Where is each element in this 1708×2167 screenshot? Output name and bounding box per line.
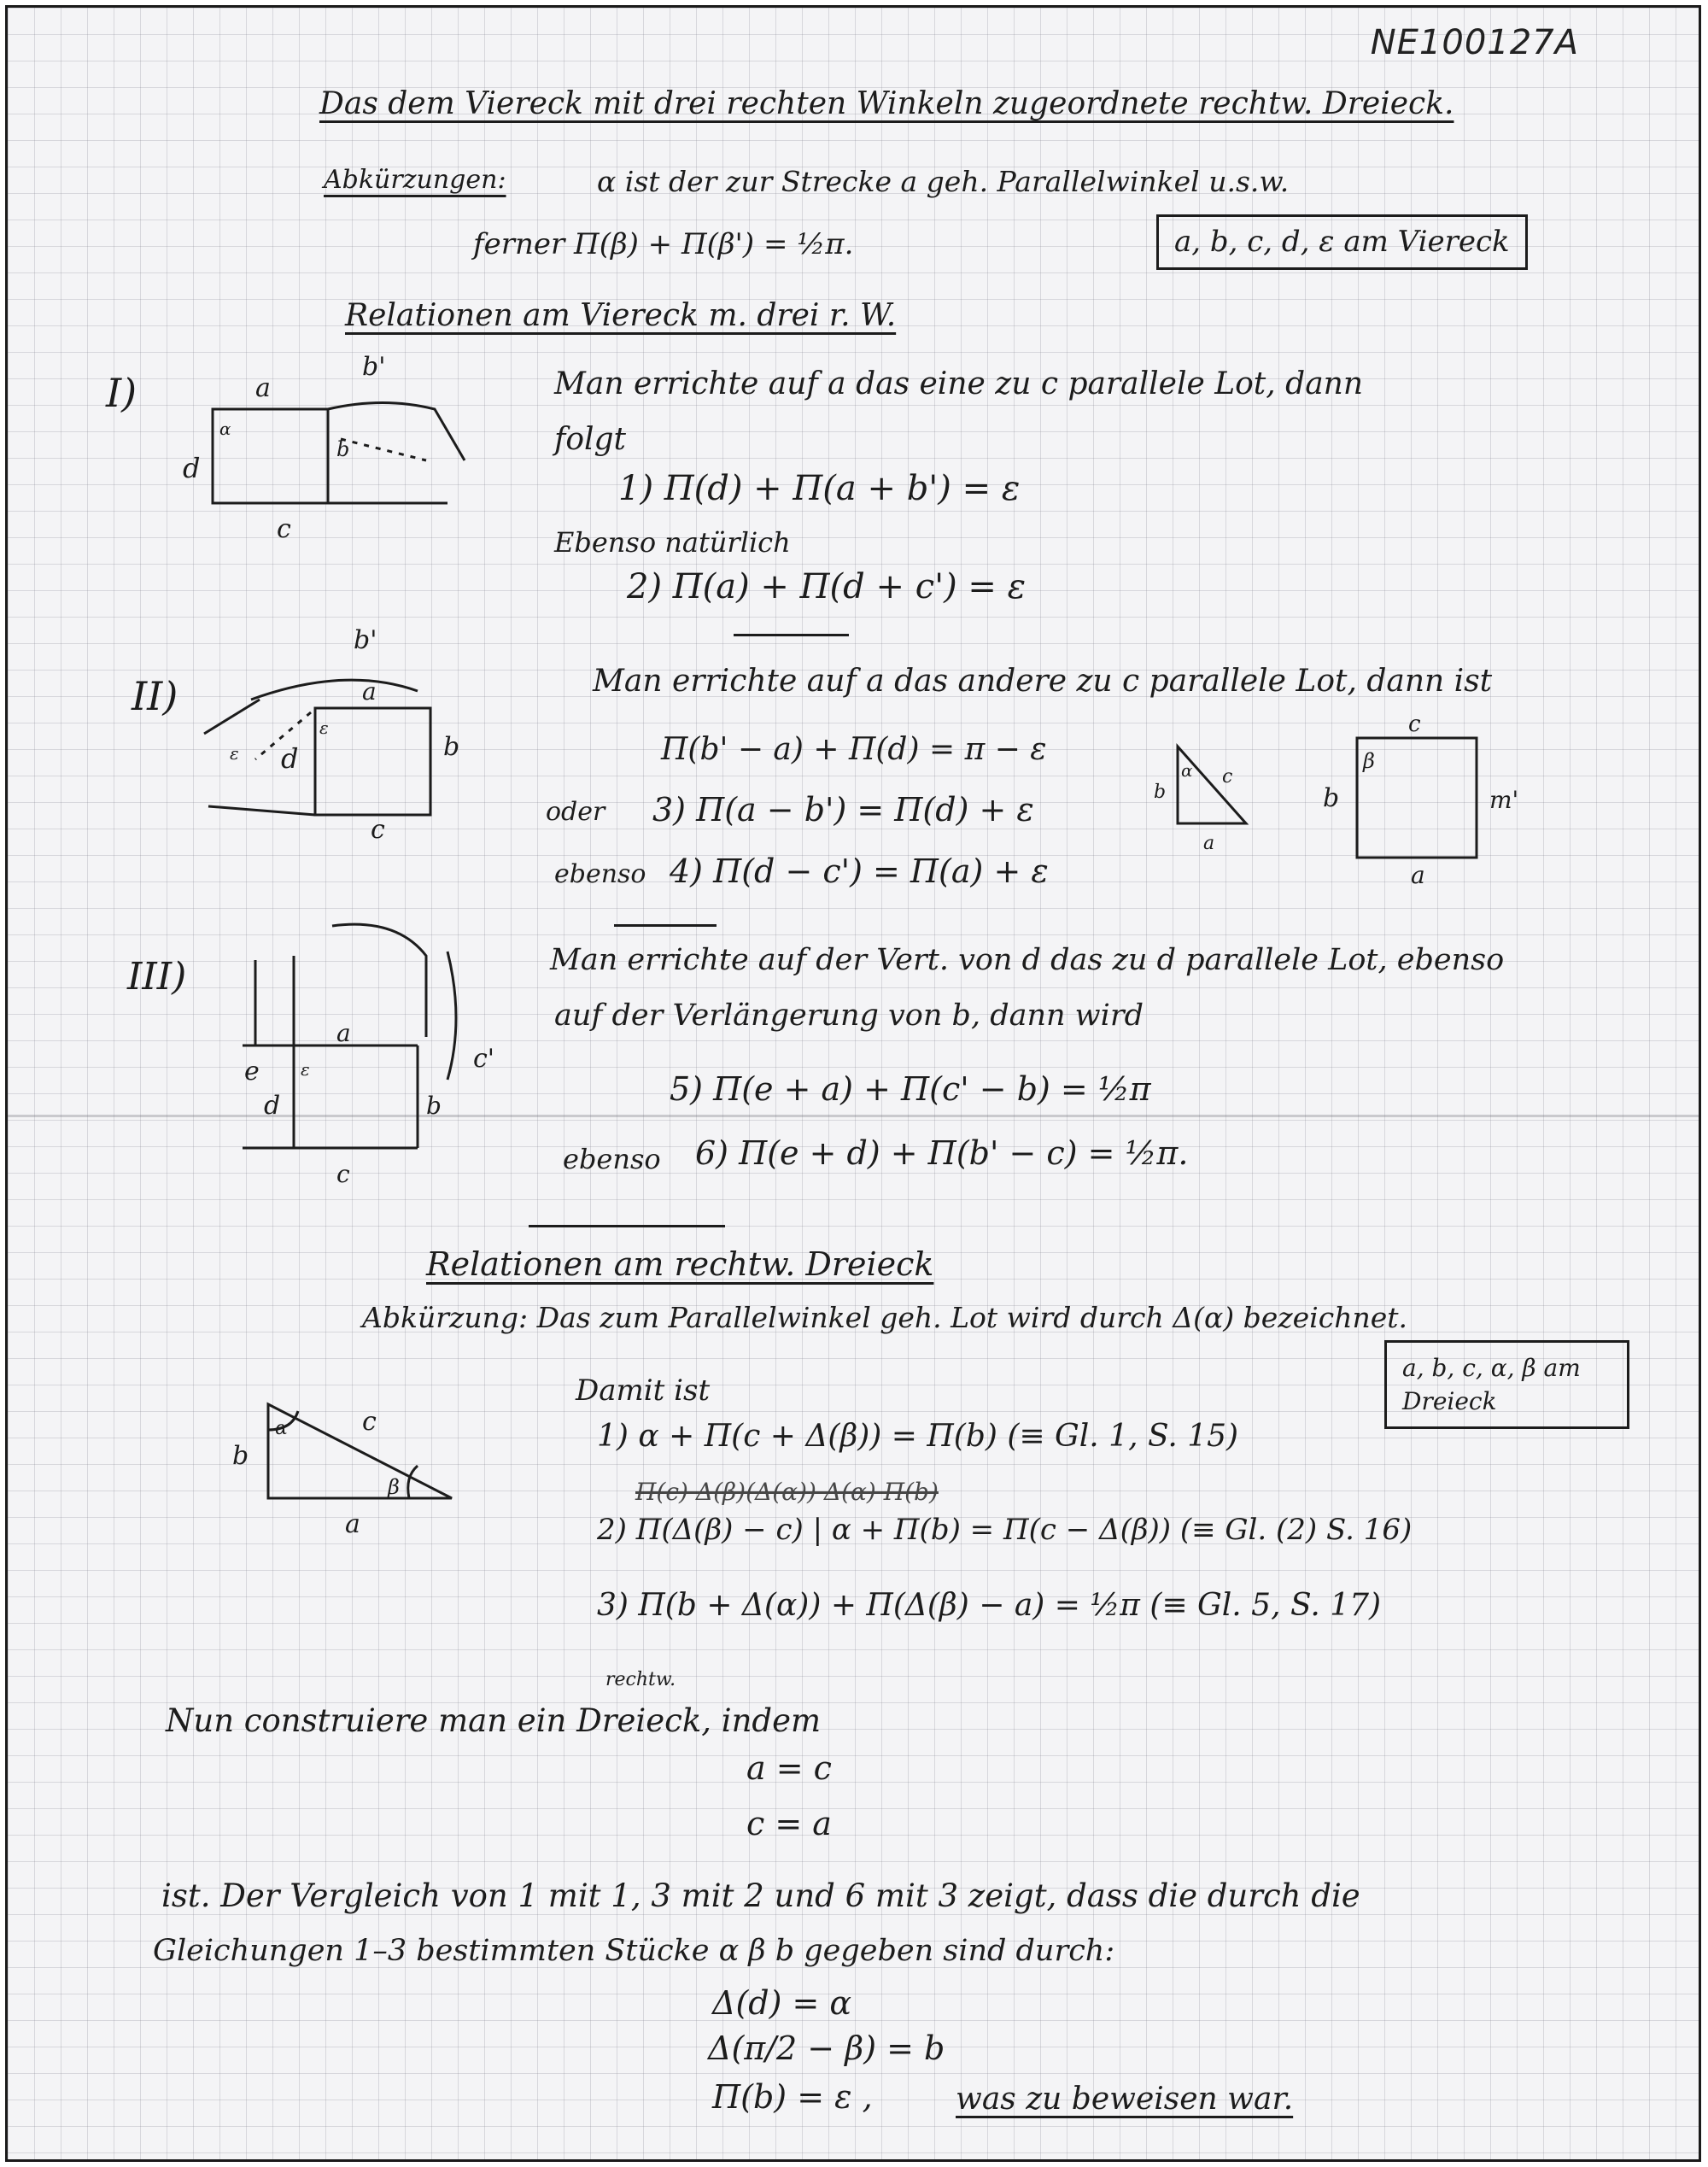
case-2-ebenso: ebenso: [554, 859, 646, 889]
case-1-label-d: d: [183, 452, 201, 484]
conclusion-line-2: ist. Der Vergleich von 1 mit 1, 3 mit 2 und 6 mit 3 zeigt, dass die durch die: [161, 1877, 1360, 1914]
side-rectangle-label-a: a: [1411, 861, 1425, 889]
conclusion-closing: was zu beweisen war.: [956, 2082, 1294, 2117]
case-1-eq-1: 1) Π(d) + Π(a + b') = ε: [618, 469, 1021, 508]
side-triangle-label-b: b: [1154, 782, 1167, 803]
section-2-angle-beta-arc: [408, 1466, 418, 1498]
case-2-label: II): [132, 673, 178, 719]
case-3-label-a: a: [336, 1019, 351, 1047]
side-triangle-label-c: c: [1222, 766, 1233, 788]
case-3-label-eps: ε: [301, 1059, 310, 1080]
case-2-left-ray-lower: [208, 806, 315, 815]
conclusion-eq-a: a = c: [746, 1749, 832, 1787]
case-3-label-e: e: [244, 1057, 260, 1086]
case-3-label-d: d: [264, 1091, 281, 1121]
case-2-eq-0: Π(b' − a) + Π(d) = π − ε: [661, 732, 1047, 767]
conclusion-inserted-word: rechtw.: [605, 1669, 676, 1690]
case-3-ebenso: ebenso: [563, 1143, 661, 1175]
case-1-label-a: a: [255, 373, 271, 403]
case-3-eq-5: 5) Π(e + a) + Π(c' − b) = ½π: [670, 1070, 1151, 1108]
conclusion-formula-2: Δ(π/2 − β) = b: [708, 2029, 945, 2067]
section-2-triangle-figure: [225, 1379, 482, 1549]
case-3-label-c-prime: c': [473, 1044, 495, 1074]
case-1-label-c: c: [277, 514, 291, 544]
case-1-label-alpha: α: [219, 419, 231, 439]
page-title: Das dem Viereck mit drei rechten Winkeln zugeordnete rechtw. Dreieck.: [319, 86, 1454, 121]
case-2-label-c: c: [371, 815, 385, 845]
abbrev-line-1: α ist der zur Strecke a geh. Parallelwinkel u.s.w.: [597, 165, 1290, 198]
case-2-left-ray-upper: [204, 700, 260, 734]
case-2-top-arc: [251, 680, 418, 700]
separator-1: [734, 634, 849, 636]
section-heading-quadrilateral: Relationen am Viereck m. drei r. W.: [345, 298, 897, 333]
abbrev-box: a, b, c, d, ε am Viereck: [1156, 214, 1528, 270]
case-3-label: III): [127, 955, 187, 999]
case-2-label-small-eps: ε: [230, 743, 239, 764]
archive-id: NE100127A: [1370, 23, 1579, 62]
abbrev-line-2: ferner Π(β) + Π(β') = ½π.: [473, 227, 854, 261]
case-2-label-d: d: [281, 742, 299, 775]
case-2-oder: oder: [546, 797, 605, 827]
side-triangle-shape: [1178, 747, 1246, 823]
case-1-label-b-prime: b': [362, 352, 386, 382]
case-1-label-b: b: [336, 437, 350, 461]
case-2-side-rectangle: [1319, 712, 1541, 889]
case-3-text-2: auf der Verlängerung von b, dann wird: [554, 999, 1144, 1033]
case-3-eq-6: 6) Π(e + d) + Π(b' − c) = ½π.: [695, 1134, 1189, 1172]
section-2-r2-struck: Π(c) Δ(β)(Δ(α)) Δ(α) Π(b): [635, 1478, 939, 1506]
section-2-r3: 3) Π(b + Δ(α)) + Π(Δ(β) − a) = ½π (≡ Gl. 5, S. 17): [597, 1588, 1382, 1623]
abbrev-label: Abkürzungen:: [324, 165, 506, 195]
section-2-abbrev: Abkürzung: Das zum Parallelwinkel geh. Lot wird durch Δ(α) bezeichnet.: [362, 1301, 1407, 1334]
conclusion-line-3: Gleichungen 1–3 bestimmten Stücke α β b gegeben sind durch:: [153, 1934, 1115, 1968]
case-1-dashed-line: [341, 439, 426, 460]
section-2-label-c: c: [362, 1407, 377, 1437]
case-2-text-1: Man errichte auf a das andere zu c parallele Lot, dann ist: [593, 664, 1493, 699]
case-1-text-2: folgt: [554, 422, 627, 457]
side-rectangle-label-m: m': [1489, 786, 1519, 814]
conclusion-line-1: Nun construiere man ein Dreieck, indem: [166, 1702, 822, 1739]
section-2-label-b: b: [232, 1441, 249, 1471]
case-1-eq-2: 2) Π(a) + Π(d + c') = ε: [627, 567, 1027, 606]
section-2-label-a: a: [345, 1509, 360, 1539]
case-3-brace: [447, 952, 456, 1080]
case-3-text-1: Man errichte auf der Vert. von d das zu d parallele Lot, ebenso: [550, 943, 1505, 977]
side-rectangle-shape: [1357, 738, 1477, 858]
side-rectangle-label-b: b: [1323, 783, 1340, 813]
conclusion-eq-b: c = a: [746, 1805, 832, 1842]
section-2-label-beta: β: [388, 1475, 400, 1499]
case-2-quad: [315, 708, 430, 815]
case-3-label-c: c: [336, 1160, 350, 1188]
section-heading-triangle: Relationen am rechtw. Dreieck: [426, 1245, 934, 1283]
case-1-text-1: Man errichte auf a das eine zu c parallele Lot, dann: [554, 366, 1364, 401]
section-2-label-alpha: α: [275, 1418, 288, 1439]
case-2-side-triangle: [1152, 738, 1272, 858]
side-rectangle-label-c: c: [1408, 712, 1421, 737]
manuscript-page: [5, 5, 1701, 2162]
case-1-label: I): [106, 370, 137, 416]
side-rectangle-label-beta: β: [1363, 749, 1375, 773]
case-2-eq-4: 4) Π(d − c') = Π(a) + ε: [670, 852, 1049, 890]
section-2-box: a, b, c, α, β am Dreieck: [1384, 1340, 1629, 1429]
case-2-label-b: b: [443, 732, 460, 762]
section-2-damit: Damit ist: [576, 1373, 711, 1408]
section-2-r2: 2) Π(Δ(β) − c) | α + Π(b) = Π(c − Δ(β)) (≡ Gl. (2) S. 16): [597, 1513, 1413, 1547]
side-triangle-label-alpha: α: [1181, 760, 1193, 781]
case-3-label-b: b: [426, 1092, 442, 1120]
section-2-r1: 1) α + Π(c + Δ(β)) = Π(b) (≡ Gl. 1, S. 15): [597, 1419, 1239, 1454]
case-3-figure: [225, 909, 533, 1191]
case-2-label-eps: ε: [319, 717, 329, 738]
conclusion-formula-1: Δ(d) = α: [712, 1984, 852, 2022]
conclusion-formula-3: Π(b) = ε ,: [712, 2078, 873, 2116]
case-2-label-a: a: [362, 677, 377, 706]
separator-2: [614, 924, 717, 927]
case-1-text-3: Ebenso natürlich: [554, 526, 791, 559]
case-2-eq-3: 3) Π(a − b') = Π(d) + ε: [652, 791, 1034, 829]
case-1-figure: [178, 349, 486, 546]
side-triangle-label-a: a: [1203, 833, 1215, 854]
case-2-label-b-prime: b': [354, 625, 377, 655]
separator-3: [529, 1225, 725, 1227]
case-2-figure: [191, 614, 499, 845]
